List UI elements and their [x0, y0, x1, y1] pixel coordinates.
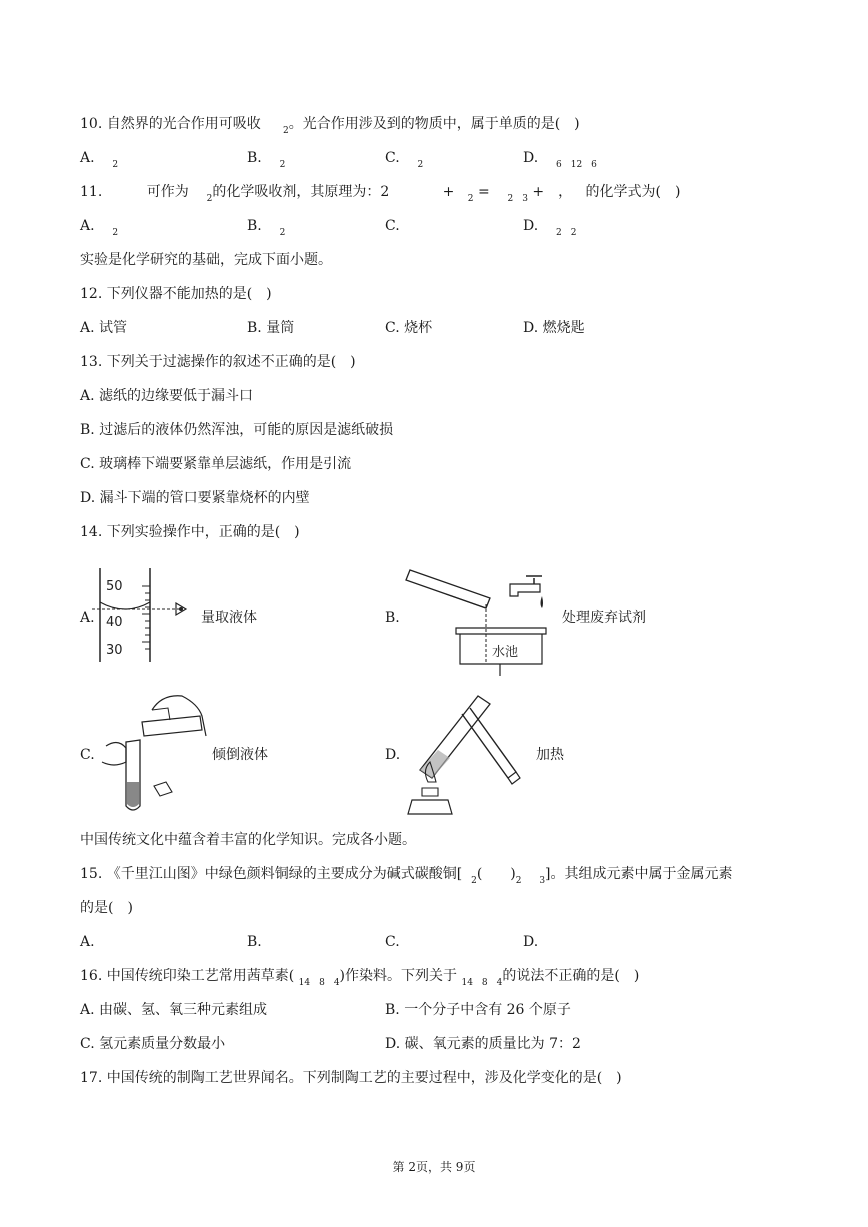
sink-label: 水池 [492, 645, 519, 660]
q14-option-b-label[interactable]: B. [385, 610, 400, 626]
q13-option-d[interactable]: D. 漏斗下端的管口要紧靠烧杯的内壁 [80, 490, 310, 506]
section-intro-experiment: 实验是化学研究的基础，完成下面小题。 [80, 252, 332, 268]
q15-stem-line1: 15. 《千里江山图》中绿色颜料铜绿的主要成分为碱式碳酸铜[ $_2$( )$_2$ $_3$]。其组成元素中属于金属元素 [80, 866, 733, 886]
q17-stem: 17. 中国传统的制陶工艺世界闻名。下列制陶工艺的主要过程中，涉及化学变化的是( ) [80, 1070, 622, 1086]
q16-option-b[interactable]: B. 一个分子中含有 26 个原子 [385, 1002, 571, 1018]
q13-option-b[interactable]: B. 过滤后的液体仍然浑浊，可能的原因是滤纸破损 [80, 422, 394, 438]
q11-option-b[interactable]: B. $_2$ [247, 218, 286, 238]
q10-option-a[interactable]: A. $_2$ [80, 150, 119, 170]
cylinder-tick-30: 30 [106, 643, 123, 658]
q14-option-c-caption: 倾倒液体 [212, 747, 268, 763]
q11-option-c[interactable]: C. [385, 218, 400, 234]
measuring-cylinder-figure [92, 566, 202, 666]
q14-option-d-caption: 加热 [536, 747, 564, 763]
q16-option-d[interactable]: D. 碳、氧元素的质量比为 7：2 [385, 1036, 581, 1052]
q13-option-a[interactable]: A. 滤纸的边缘要低于漏斗口 [80, 388, 254, 404]
q12-option-a[interactable]: A. 试管 [80, 320, 128, 336]
q13-option-c[interactable]: C. 玻璃棒下端要紧靠单层滤纸，作用是引流 [80, 456, 352, 472]
q13-stem: 13. 下列关于过滤操作的叙述不正确的是( ) [80, 354, 356, 370]
q11-stem: 11. 可作为 $_2$的化学吸收剂，其原理为：2 + $_2$ = $_{2 3}$ + ， 的化学式为( ) [80, 184, 681, 204]
q11-option-a[interactable]: A. $_2$ [80, 218, 119, 238]
q12-stem: 12. 下列仪器不能加热的是( ) [80, 286, 272, 302]
q15-option-a[interactable]: A. [80, 934, 95, 950]
q15-stem-line2: 的是( ) [80, 900, 133, 916]
q16-stem: 16. 中国传统印染工艺常用茜草素( $_{14 8 4}$)作染料。下列关于 $_{14 8 4}$的说法不正确的是( ) [80, 968, 640, 988]
q14-option-d-label[interactable]: D. [385, 747, 401, 763]
q15-option-d[interactable]: D. [523, 934, 539, 950]
q10-option-b[interactable]: B. $_2$ [247, 150, 286, 170]
page-footer: 第 2页，共 9页 [392, 1160, 476, 1174]
q16-option-a[interactable]: A. 由碳、氢、氧三种元素组成 [80, 1002, 268, 1018]
q14-option-a-label[interactable]: A. [80, 610, 95, 626]
q14-stem: 14. 下列实验操作中，正确的是( ) [80, 524, 300, 540]
pouring-liquid-figure [96, 686, 216, 818]
q12-option-b[interactable]: B. 量筒 [247, 320, 295, 336]
q15-option-c[interactable]: C. [385, 934, 400, 950]
q12-option-d[interactable]: D. 燃烧匙 [523, 320, 585, 336]
waste-disposal-figure [400, 556, 560, 678]
q10-option-d[interactable]: D. $_{6 12 6}$ [523, 150, 597, 170]
heating-figure [398, 686, 528, 818]
q11-option-d[interactable]: D. $_{2 2}$ [523, 218, 577, 238]
q12-option-c[interactable]: C. 烧杯 [385, 320, 433, 336]
section-intro-culture: 中国传统文化中蕴含着丰富的化学知识。完成各小题。 [80, 832, 416, 848]
q16-option-c[interactable]: C. 氢元素质量分数最小 [80, 1036, 226, 1052]
q10-stem: 10. 自然界的光合作用可吸收 $_2$。光合作用涉及到的物质中，属于单质的是( ) [80, 116, 580, 136]
q14-option-c-label[interactable]: C. [80, 747, 95, 763]
q14-option-a-caption: 量取液体 [201, 610, 257, 626]
q15-option-b[interactable]: B. [247, 934, 262, 950]
q14-option-b-caption: 处理废弃试剂 [562, 610, 646, 626]
cylinder-tick-40: 40 [106, 615, 123, 630]
q10-option-c[interactable]: C. $_2$ [385, 150, 424, 170]
cylinder-tick-50: 50 [106, 579, 123, 594]
